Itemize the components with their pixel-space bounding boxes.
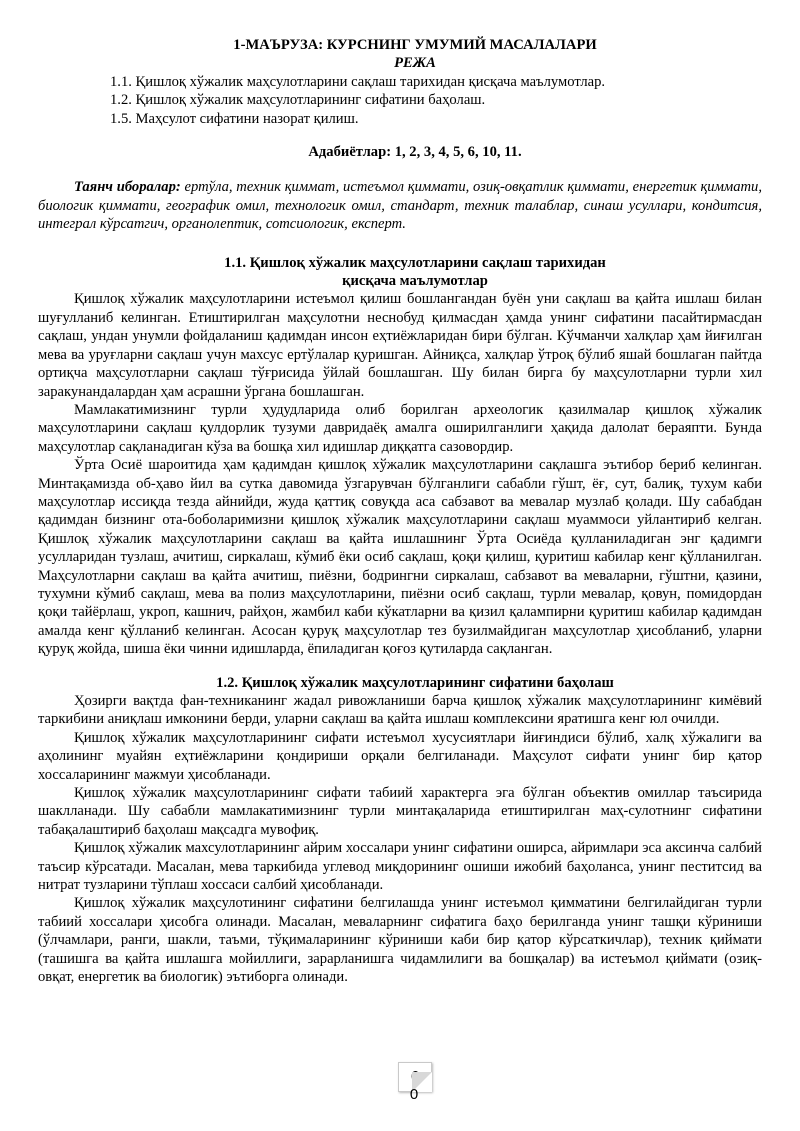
literature-line: Адабиётлар: 1, 2, 3, 4, 5, 6, 10, 11. [308, 144, 522, 161]
section1-heading-line2: қисқача маълумотлар [342, 273, 488, 290]
lecture-title: 1-МАЪРУЗА: КУРСНИНГ УМУМИЙ МАСАЛАЛАРИ [233, 37, 597, 53]
keywords-paragraph [38, 178, 762, 233]
paragraph: Ўрта Осиё шароитида ҳам қадимдан қишлоқ хўжалик маҳсулотларини сақлашга эътибор бериб келинган. Минтақамизда об-ҳаво йил ва сутка давомида ўзгарувчан бўлганлиги сабабли гўшт, ёғ, сут, балиқ, тухум каби маҳсулотлар иссиқда тезда айнийди, жуда қаттиқ совуқда аса сабзавот ва мевалар музлаб қолади. Шу сабабдан қадимдан бизнинг ота-боболаримизни қишлоқ хўжалик маҳсулотларини сақлаш муаммоси уйлантириб келган. Қишлоқ хўжалик маҳсулотларини сақлаш ва қайта ишлашнинг Ўрта Осиёда қулланиладиган энг қадимги усулларидан тузлаш, ачитиш, сиркалаш, кўмиб ёки осиб сақлаш, қоқи қилиш, қуритиш кабилар кенг қўлланилган. Маҳсулотларни сақлаш ва қайта ачитиш, пиёзни, бодрингни сиркалаш, сабзавот ва меваларни, гўштни, қазини, тухумни кўмиб сақлаш, мева ва полиз маҳсулотларини, пиёзни осиб сақлаш, турли мевалар, қовун, помидордан қоқи тайёрлаш, укроп, кашнич, райҳон, жамбил каби кўкатларни ва қизил қалампирни қуритиш кабилар қадимдан амалда кенг қўлланиб келинган. Асосан қуруқ маҳсулотлар тез бузилмайдиган маҳсулотлар ҳисобланиб, уларни қуруқ жойда, шиша ёки чинни идишларда, ёпиладиган қоғоз қутиларда сақланган. [38, 457, 762, 658]
paragraph: Қишлоқ хўжалик махсулотларининг айрим хоссалари унинг сифатини оширса, айримлари эса аксинча салбий таъсир кўрсатади. Масалан, мева таркибида углевод миқдорининг ошиши ижобий баҳоланса, унинг пеститсид ва нитрат тузларини тўплаш хоссаси салбий ҳисобланади. [38, 840, 762, 894]
paragraph: Қишлоқ хўжалик маҳсулотининг сифатини белгилашда унинг истеъмол қимматини белгилайдиган турли табиий хоссалари ҳисобга олинади. Масалан, меваларнинг сифатига баҳо берилганда унинг ташқи кўриниши (ўлчамлари, ранги, шакли, таъми, тўқималарининг кўриниши каби бир қатор кўрсаткичлар), техник қиймати (ташишга ва қайта ишлашга мойиллиги, зарарланишга чидамлилиги ва бошқалар) ва истеъмол қиймати (озиқ-овқат, енергетик ва биологик) эътиборга олинади. [38, 895, 762, 986]
section2-heading: 1.2. Қишлоқ хўжалик маҳсулотларининг сифатини баҳолаш [216, 674, 614, 691]
plan-item: 1.1. Қишлоқ хўжалик маҳсулотларини сақлаш тарихидан қисқача маълумотлар. [110, 73, 606, 90]
section1-heading-line1: 1.1. Қишлоқ хўжалик маҳсулотларини сақлаш тарихидан [224, 254, 606, 271]
keywords-label: Таянч иборалар: [74, 179, 181, 196]
paragraph: Мамлакатимизнинг турли ҳудудларида олиб борилган археологик қазилмалар қишлоқ хўжалик маҳсулотларини сақлаш қулдорлик тузуми давридаёқ амалга оширилганлиги ҳақида далолат бераяпти. Бунда маҳсулотлар сақланадиган кўза ва бошқа хил идишлар диққатга сазовордир. [38, 401, 762, 455]
plan-item: 1.2. Қишлоқ хўжалик маҳсулотларининг сифатини баҳолаш. [110, 92, 486, 109]
document-page [38, 36, 762, 987]
keywords-text: ертўла, техник қиммат, истеъмол қиммати, озиқ-овқатлик қиммати, енергетик қиммати, биологик қиммати, географик омил, технологик омил, стандарт, техник талаблар, синаш усуллари, кондитсия, интеграл кўрсатгич, органолептик, сотсиологик, експерт. [38, 179, 763, 233]
plan-item: 1.5. Маҳсулот сифатини назорат қилиш. [110, 110, 359, 127]
paragraph: Ҳозирги вақтда фан-техниканинг жадал ривожланиши барча қишлоқ хўжалик маҳсулотларининг кимёвий таркибини аниқлаш имконини берди, уларни сақлаш ва қайта ишлаш комплексини яратишга кенг юл очилди. [38, 693, 762, 728]
plan-heading: РЕЖА [394, 55, 436, 72]
page-number-top: 6 [410, 1068, 420, 1085]
plan-list [38, 73, 762, 128]
paragraph: Қишлоқ хўжалик маҳсулотларини истеъмол қилиш бошлангандан буён уни сақлаш ва қайта ишлаш билан шуғулланиб келинган. Етиштирилган маҳсулотни неснобуд қилмасдан ҳамда унинг сифатини пасайтирмасдан сақлаш, ундан унумли фойдаланиш қадимдан инсон еҳтиёжларидан бири бўлган. Кўчманчи халқлар ҳам йиғилган мева ва уруғларни сақлаш учун махсус ертўлалар қуришган. Айниқса, халқлар ўтроқ бўлиб яшай бошлаган пайтда ортиқча маҳсулотларни сақлаш тўғрисида ўйлай бошлашган. Шу билан бирга бу маҳсулотларни турли хил заракунандалардан ҳам асрашни ўргана бошлашган. [38, 291, 762, 400]
paragraph: Қишлоқ хўжалик маҳсулотларининг сифати табиий характерга эга бўлган объектив омиллар таъсирида шаклланади. Шу сабабли мамлакатимизнинг турли минтақаларида етиштирилган маҳ-сулотнинг сифатини табақалаштириб баҳолаш мақсадга мувофиқ. [38, 785, 762, 838]
paragraph: Қишлоқ хўжалик маҳсулотларининг сифати истеъмол хусусиятлари йиғиндиси бўлиб, халқ хўжалиги ва аҳолининг муайян еҳтиёжларини қондириши орқали белгиланади. Маҳсулот сифати унинг бир қатор хоссаларининг мажмуи ҳисобланади. [38, 729, 762, 783]
page-number-bottom: 0 [409, 1086, 419, 1103]
section1-heading [68, 254, 762, 291]
